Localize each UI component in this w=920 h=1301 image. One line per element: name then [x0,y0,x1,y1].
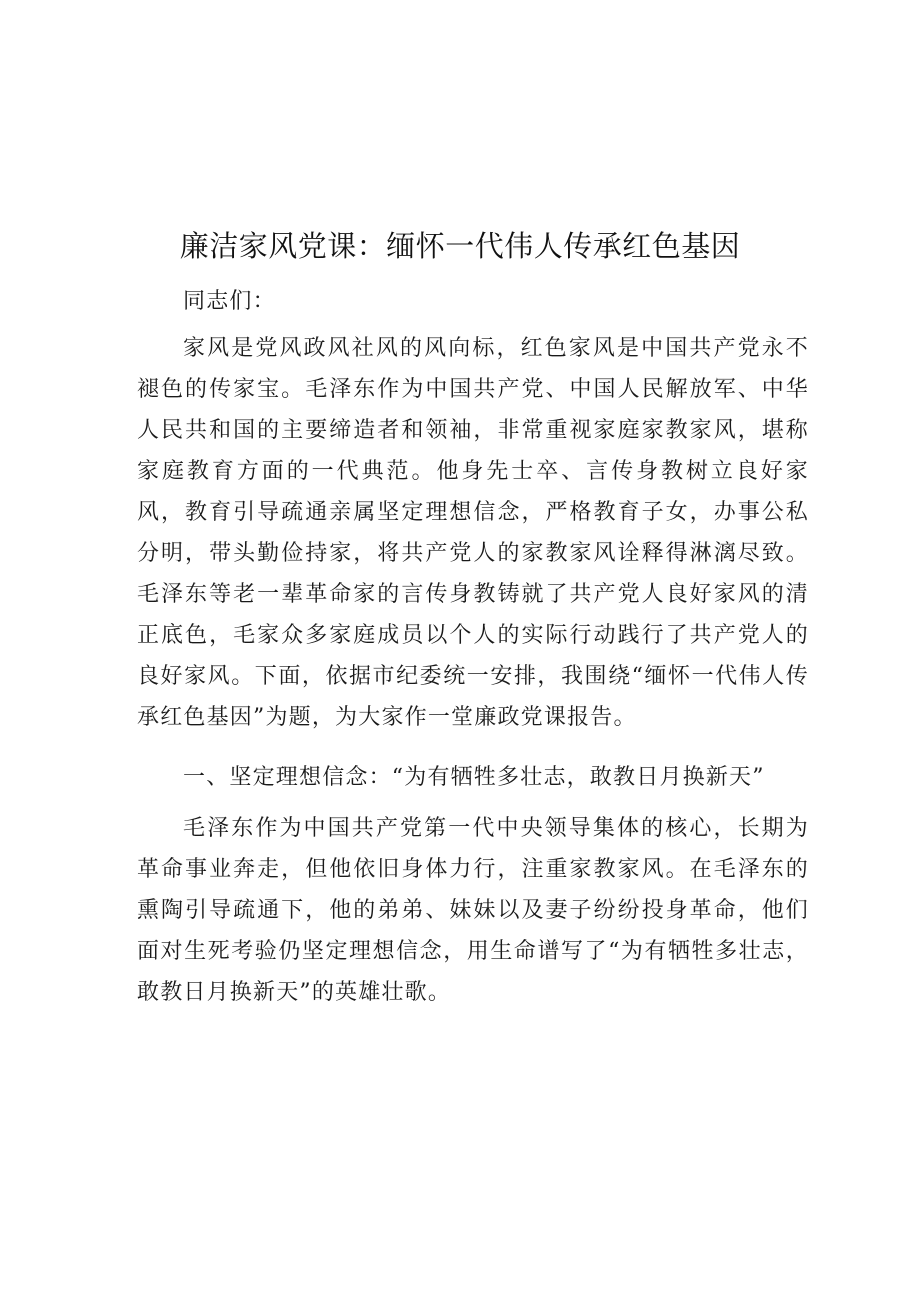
paragraph-section-1: 毛泽东作为中国共产党第一代中央领导集体的核心，长期为革命事业奔走，但他依旧身体力行，注重家教家风。在毛泽东的熏陶引导疏通下，他的弟弟、妹妹以及妻子纷纷投身革命，他们面对生死考验仍坚定理想信念，用生命谱写了“为有牺牲多壮志，敢教日月换新天”的英雄壮歌。 [137,816,809,1005]
section-heading-1: 一、坚定理想信念：“为有牺牲多壮志，敢教日月换新天” [183,765,765,790]
paragraph-intro: 家风是党风政风社风的风向标，红色家风是中国共产党永不褪色的传家宝。毛泽东作为中国共产党、中国人民解放军、中华人民共和国的主要缔造者和领袖，非常重视家庭家教家风，堪称家庭教育方面的一代典范。他身先士卒、言传身教树立良好家风，教育引导疏通亲属坚定理想信念，严格教育子女，办事公私分明，带头勤俭持家，将共产党人的家教家风诠释得淋漓尽致。毛泽东等老一辈革命家的言传身教铸就了共产党人良好家风的清正底色，毛家众多家庭成员以个人的实际行动践行了共产党人的良好家风。下面，依据市纪委统一安排，我围绕“缅怀一代伟人传承红色基因”为题，为大家作一堂廉政党课报告。 [137,336,809,730]
document-title: 廉洁家风党课：缅怀一代伟人传承红色基因 [179,229,741,263]
salutation: 同志们： [183,289,276,314]
